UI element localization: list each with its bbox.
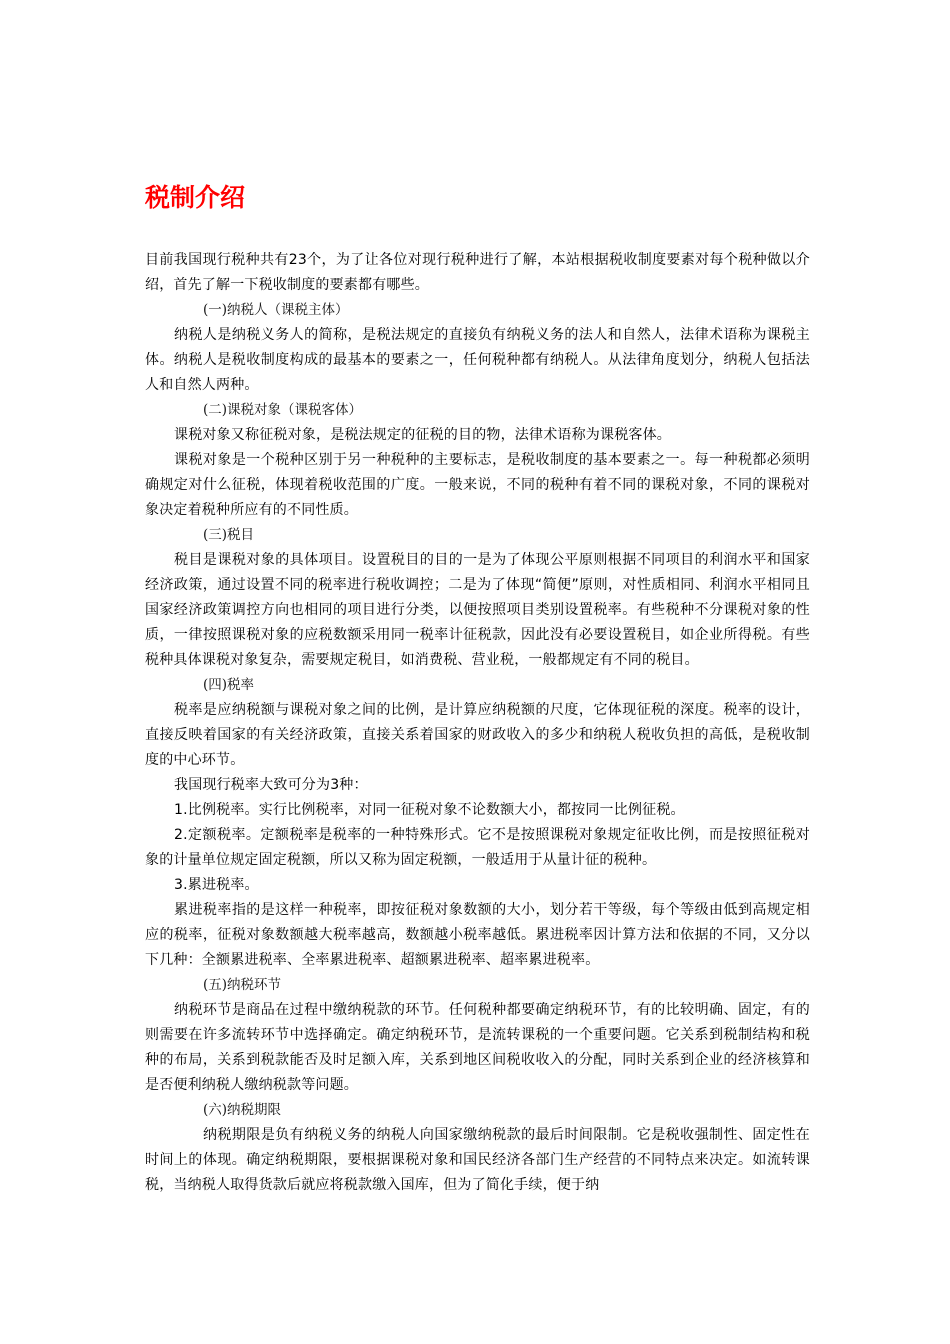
section-heading-tax-rate: (四)税率	[203, 677, 255, 693]
section-heading-tax-period: (六)纳税期限	[203, 1102, 282, 1118]
section-paragraph: 1.比例税率。实行比例税率，对同一征税对象不论数额大小，都按同一比例征税。	[174, 802, 685, 818]
section-paragraph: 累进税率指的是这样一种税率，即按征税对象数额的大小，划分若干等级，每个等级由低到高规定相应的税率，征税对象数额越大税率越高，数额越小税率越低。累进税率因计算方法和依据的不同，又分以下几种：全额累进税率、全率累进税率、超额累进税率、超率累进税率。	[145, 902, 810, 968]
section-heading-tax-stage: (五)纳税环节	[203, 977, 282, 993]
section-paragraph: 纳税人是纳税义务人的简称，是税法规定的直接负有纳税义务的法人和自然人，法律术语称为课税主体。纳税人是税收制度构成的最基本的要素之一，任何税种都有纳税人。从法律角度划分，纳税人包括法人和自然人两种。	[145, 327, 810, 393]
section-paragraph: 我国现行税率大致可分为3种：	[174, 777, 368, 793]
section-paragraph: 纳税环节是商品在过程中缴纳税款的环节。任何税种都要确定纳税环节，有的比较明确、固定，有的则需要在许多流转环节中选择确定。确定纳税环节，是流转课税的一个重要问题。它关系到税制结构和税种的布局，关系到税款能否及时足额入库，关系到地区间税收收入的分配，同时关系到企业的经济核算和是否便利纳税人缴纳税款等问题。	[145, 1002, 810, 1093]
section-heading-tax-object: (二)课税对象（课税客体）	[203, 402, 363, 418]
section-heading-tax-items: (三)税目	[203, 527, 255, 543]
section-paragraph: 2.定额税率。定额税率是税率的一种特殊形式。它不是按照课税对象规定征收比例，而是按照征税对象的计量单位规定固定税额，所以又称为固定税额，一般适用于从量计征的税种。	[145, 827, 810, 868]
section-paragraph: 税目是课税对象的具体项目。设置税目的目的一是为了体现公平原则根据不同项目的利润水平和国家经济政策，通过设置不同的税率进行税收调控；二是为了体现“简便”原则，对性质相同、利润水平相同且国家经济政策调控方向也相同的项目进行分类，以便按照项目类别设置税率。有些税种不分课税对象的性质，一律按照课税对象的应税数额采用同一税率计征税款，因此没有必要设置税目，如企业所得税。有些税种具体课税对象复杂，需要规定税目，如消费税、营业税，一般都规定有不同的税目。	[145, 552, 810, 668]
section-paragraph: 税率是应纳税额与课税对象之间的比例，是计算应纳税额的尺度，它体现征税的深度。税率的设计，直接反映着国家的有关经济政策，直接关系着国家的财政收入的多少和纳税人税收负担的高低，是税收制度的中心环节。	[145, 702, 810, 768]
section-paragraph: 课税对象是一个税种区别于另一种税种的主要标志，是税收制度的基本要素之一。每一种税都必须明确规定对什么征税，体现着税收范围的广度。一般来说，不同的税种有着不同的课税对象，不同的课税对象决定着税种所应有的不同性质。	[145, 452, 810, 518]
section-paragraph: 纳税期限是负有纳税义务的纳税人向国家缴纳税款的最后时间限制。它是税收强制性、固定性在时间上的体现。确定纳税期限，要根据课税对象和国民经济各部门生产经营的不同特点来决定。如流转课税，当纳税人取得货款后就应将税款缴入国库，但为了简化手续，便于纳	[145, 1127, 810, 1193]
section-paragraph: 3.累进税率。	[174, 877, 259, 893]
document-page	[145, 180, 810, 1198]
section-heading-taxpayer: (一)纳税人（课税主体）	[203, 302, 349, 318]
intro-paragraph: 目前我国现行税种共有23个，为了让各位对现行税种进行了解，本站根据税收制度要素对每个税种做以介绍，首先了解一下税收制度的要素都有哪些。	[145, 252, 810, 293]
section-paragraph: 课税对象又称征税对象，是税法规定的征税的目的物，法律术语称为课税客体。	[174, 427, 671, 443]
document-title: 税制介绍	[145, 183, 246, 212]
